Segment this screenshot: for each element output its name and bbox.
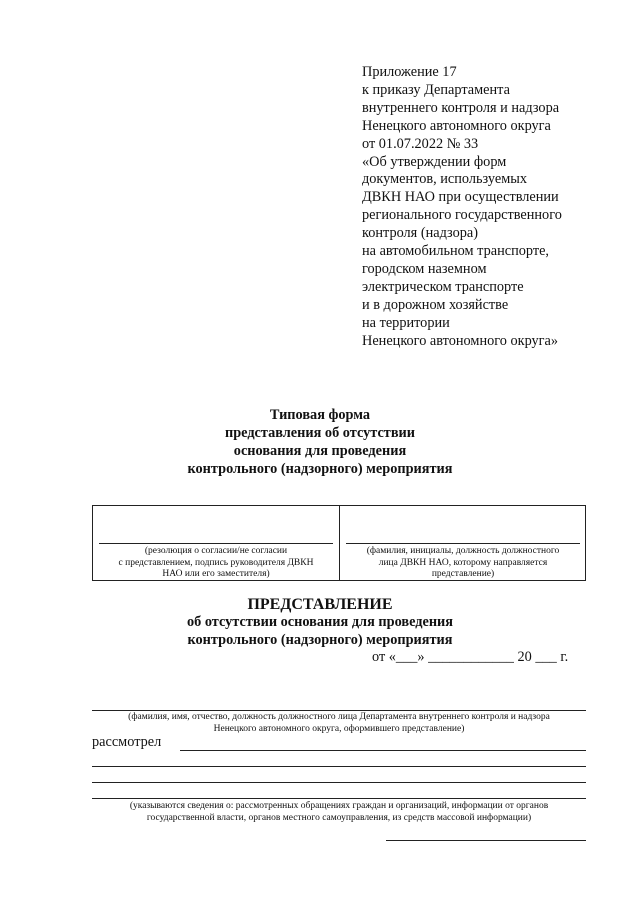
reviewed-label: рассмотрел: [92, 734, 162, 750]
appendix-line: электрическом транспорте: [362, 278, 524, 295]
caption-line: лица ДВКН НАО, которому направляется: [378, 557, 548, 568]
info-input-line[interactable]: [92, 782, 586, 783]
info-caption: [92, 801, 586, 824]
form-title-line: Типовая форма: [269, 407, 371, 423]
appendix-line: «Об утверждении форм: [362, 153, 507, 170]
appendix-line: внутреннего контроля и надзора: [362, 99, 560, 116]
form-title-line: представления об отсутствии: [224, 425, 416, 441]
appendix-line: контроля (надзора): [362, 225, 479, 242]
form-title: [120, 406, 520, 478]
appendix-line: от 01.07.2022 № 33: [362, 135, 479, 152]
appendix-line: Ненецкого автономного округа: [362, 117, 551, 134]
caption-line: НАО или его заместителя): [162, 569, 270, 579]
appendix-line: к приказу Департамента: [362, 81, 510, 98]
appendix-line: городском наземном: [362, 260, 487, 277]
addressee-cell[interactable]: [340, 506, 586, 580]
addressee-caption: [344, 546, 582, 581]
document-title: ПРЕДСТАВЛЕНИЕ: [247, 596, 393, 613]
form-title-line: контрольного (надзорного) мероприятия: [187, 461, 453, 477]
appendix-line: документов, используемых: [362, 171, 527, 188]
signature-line[interactable]: [386, 840, 586, 841]
info-input-line[interactable]: [92, 766, 586, 767]
caption-line: государственной власти, органов местного самоуправления, из средств массовой информации): [146, 812, 532, 823]
resolution-caption: [97, 546, 335, 581]
appendix-reference: [362, 64, 612, 351]
appendix-line: регионального государственного: [362, 207, 562, 224]
caption-line: представление): [431, 569, 495, 579]
reviewed-input-line[interactable]: [180, 750, 586, 751]
document-heading: [120, 595, 520, 649]
date-field[interactable]: от «___» ____________ 20 ___ г.: [372, 649, 569, 665]
appendix-line: Ненецкого автономного округа»: [362, 332, 559, 349]
addressee-line: [346, 543, 580, 544]
caption-line: Ненецкого автономного округа, оформившего представление): [213, 723, 465, 734]
form-title-line: основания для проведения: [233, 443, 407, 459]
resolution-box: [92, 505, 586, 581]
caption-line: (фамилия, инициалы, должность должностного: [366, 546, 560, 556]
caption-line: (указываются сведения о: рассмотренных обращениях граждан и организаций, информации от органов: [129, 801, 549, 811]
author-caption: [92, 712, 586, 735]
document-subtitle-line: контрольного (надзорного) мероприятия: [187, 631, 453, 648]
caption-line: с представлением, подпись руководителя ДВКН: [118, 557, 314, 568]
document-subtitle-line: об отсутствии основания для проведения: [186, 614, 454, 630]
appendix-line: на автомобильном транспорте,: [362, 243, 550, 260]
caption-line: (резолюция о согласии/не согласии: [144, 546, 288, 556]
caption-line: (фамилия, имя, отчество, должность должностного лица Департамента внутреннего контроля и надзора: [128, 712, 550, 722]
info-input-line[interactable]: [92, 798, 586, 799]
author-line[interactable]: [92, 710, 586, 711]
appendix-line: на территории: [362, 314, 450, 331]
appendix-line: и в дорожном хозяйстве: [362, 296, 509, 313]
resolution-signature-line: [99, 543, 333, 544]
appendix-line: ДВКН НАО при осуществлении: [362, 189, 559, 206]
resolution-cell[interactable]: [93, 506, 339, 580]
appendix-line: Приложение 17: [362, 64, 457, 80]
